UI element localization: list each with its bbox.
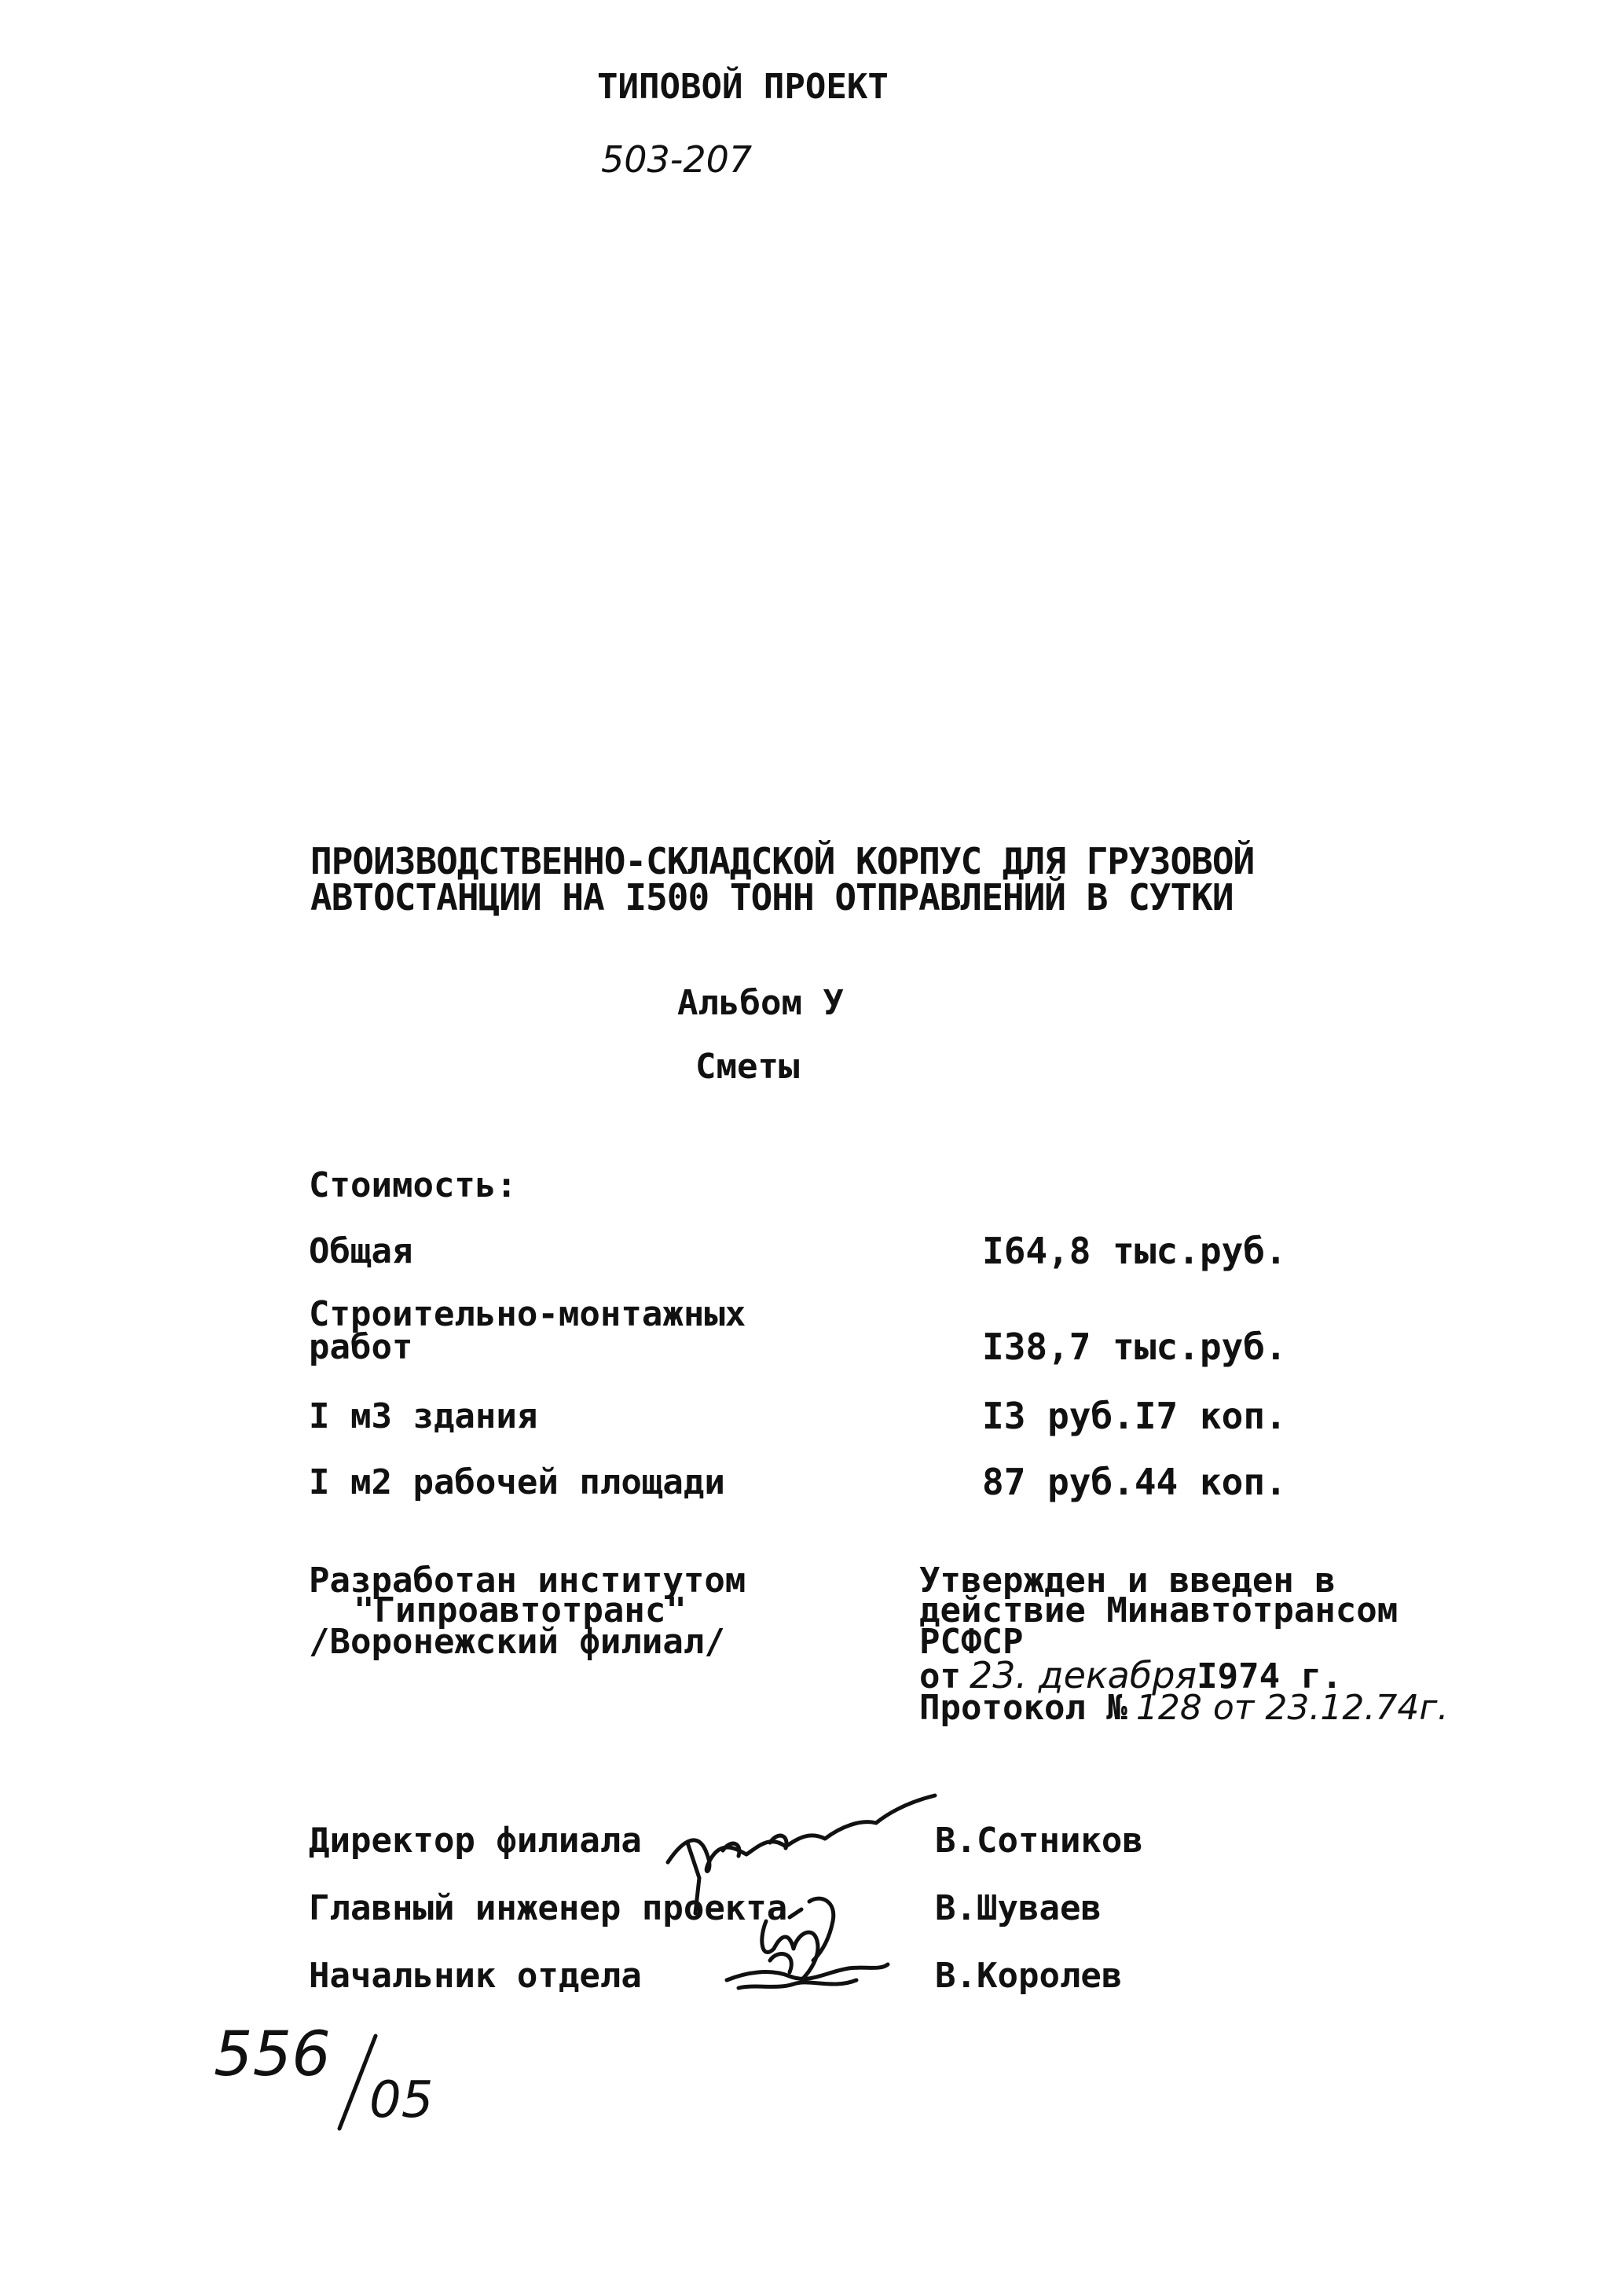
document-subtitle: Сметы (695, 1047, 800, 1087)
approval-line-3: РСФСР (919, 1622, 1024, 1662)
cost-construction-label-line1: Строительно-монтажных (309, 1294, 746, 1334)
signature-name-department-head: В.Королев (935, 1956, 1123, 1996)
signature-name-chief-engineer: В.Шуваев (935, 1888, 1102, 1928)
approval-date-prefix: от (919, 1656, 961, 1696)
signature-name-director: В.Сотников (935, 1821, 1143, 1861)
cost-total-label: Общая (309, 1231, 413, 1271)
signature-role-department-head: Начальник отдела (309, 1956, 642, 1996)
cost-per-m3-value: I3 руб.I7 коп. (982, 1395, 1287, 1437)
signature-role-chief-engineer: Главный инженер проекта (309, 1888, 788, 1928)
cost-per-m2-value: 87 руб.44 коп. (982, 1461, 1287, 1503)
developer-line-1: Разработан институтом (309, 1561, 746, 1601)
album-label: Альбом У (677, 983, 844, 1023)
cost-construction-value: I38,7 тыс.руб. (982, 1326, 1287, 1368)
developer-line-3: /Воронежский филиал/ (309, 1622, 725, 1662)
cost-per-m3-label: I м3 здания (309, 1396, 538, 1436)
cost-total-value: I64,8 тыс.руб. (982, 1230, 1287, 1272)
cost-construction-label-line2: работ (309, 1327, 413, 1367)
cost-per-m2-label: I м2 рабочей площади (309, 1462, 725, 1502)
approval-protocol-line (919, 1688, 1449, 1728)
developer-line-2: "Гипроавтотранс" (354, 1590, 687, 1630)
approval-date-handwritten: 23. декабря (969, 1654, 1197, 1696)
handwritten-signatures (652, 1784, 1029, 2012)
signature-role-director: Директор филиала (309, 1821, 642, 1861)
project-number: 503-207 (601, 138, 753, 181)
approval-line-1: Утвержден и введен в (919, 1561, 1336, 1601)
cost-heading: Стоимость: (309, 1165, 517, 1205)
project-type-heading: ТИПОВОЙ ПРОЕКТ (597, 67, 889, 107)
title-line-2: АВТОСТАНЦИИ НА I500 ТОНН ОТПРАВЛЕНИЙ В СУТКИ (310, 876, 1234, 919)
title-line-1: ПРОИЗВОДСТВЕННО-СКЛАДСКОЙ КОРПУС ДЛЯ ГРУЗОВОЙ (310, 840, 1255, 882)
approval-protocol-prefix: Протокол № (919, 1688, 1127, 1728)
approval-date-year: I974 г. (1197, 1656, 1343, 1696)
approval-line-2: действие Минавтотрансом (919, 1590, 1399, 1630)
archive-number-top: 556 (214, 2019, 331, 2090)
approval-protocol-handwritten: 128 от 23.12.74г. (1135, 1688, 1449, 1728)
archive-number-bottom: 05 (369, 2071, 434, 2129)
